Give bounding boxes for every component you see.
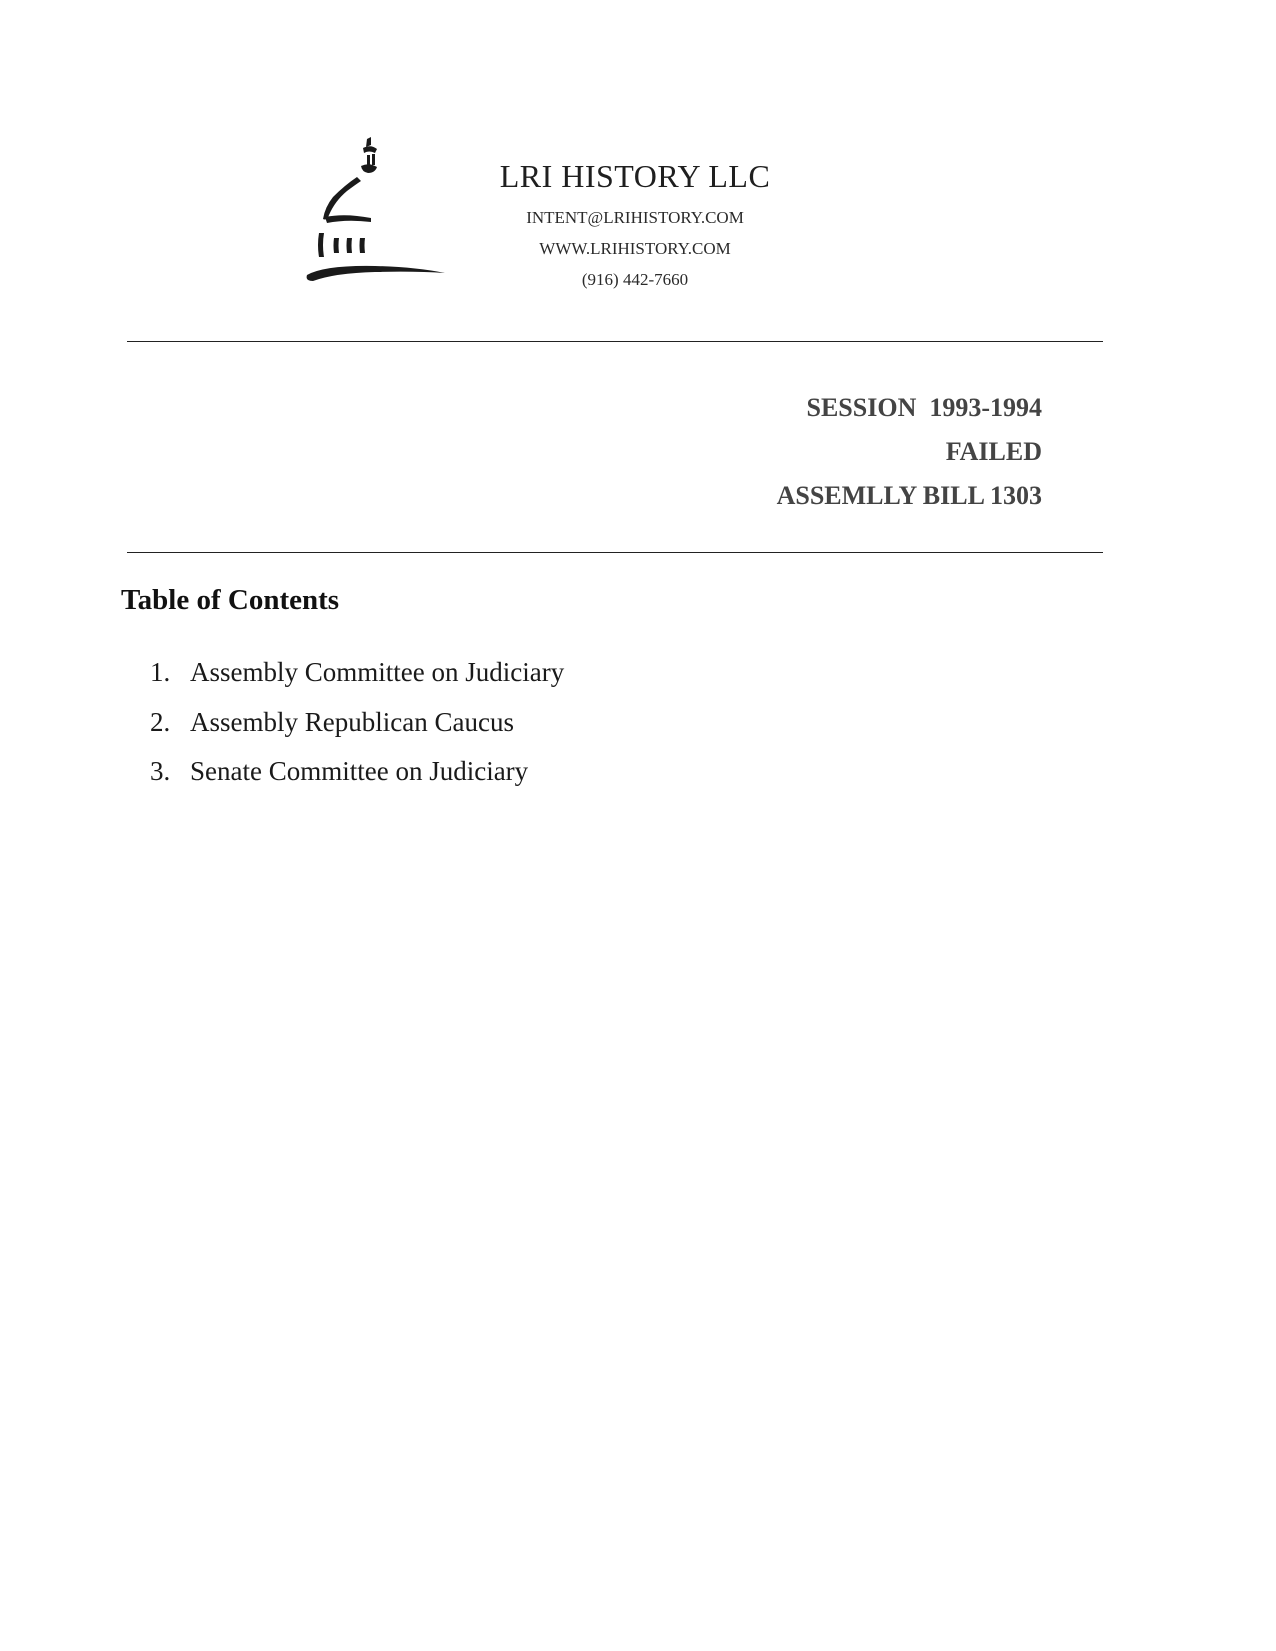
bill-status: FAILED (945, 437, 1042, 466)
toc-item-label: Senate Committee on Judiciary (190, 756, 529, 786)
letterhead (480, 160, 790, 295)
toc-item-label: Assembly Republican Caucus (190, 706, 514, 737)
bottom-divider (127, 552, 1103, 553)
contact-block (480, 202, 790, 295)
contact-email: INTENT@LRIHISTORY.COM (526, 208, 744, 227)
toc-item (150, 698, 564, 748)
toc-item-number: 3. (150, 756, 171, 786)
bill-session: SESSION 1993-1994 (806, 393, 1042, 422)
toc-item (150, 747, 564, 797)
toc-list (150, 648, 564, 797)
toc-item-number: 1. (150, 657, 171, 687)
toc-title: Table of Contents (121, 584, 340, 616)
toc-item-number: 2. (150, 706, 171, 737)
toc-item (150, 648, 564, 698)
top-divider (127, 341, 1103, 342)
company-name: LRI HISTORY LLC (499, 158, 771, 194)
toc-item-label: Assembly Committee on Judiciary (190, 657, 565, 687)
bill-info (777, 386, 1042, 518)
bill-name: ASSEMLLY BILL 1303 (776, 481, 1042, 510)
contact-website: WWW.LRIHISTORY.COM (539, 239, 731, 258)
capitol-dome-logo-icon (305, 135, 450, 295)
contact-phone: (916) 442-7660 (581, 270, 689, 289)
